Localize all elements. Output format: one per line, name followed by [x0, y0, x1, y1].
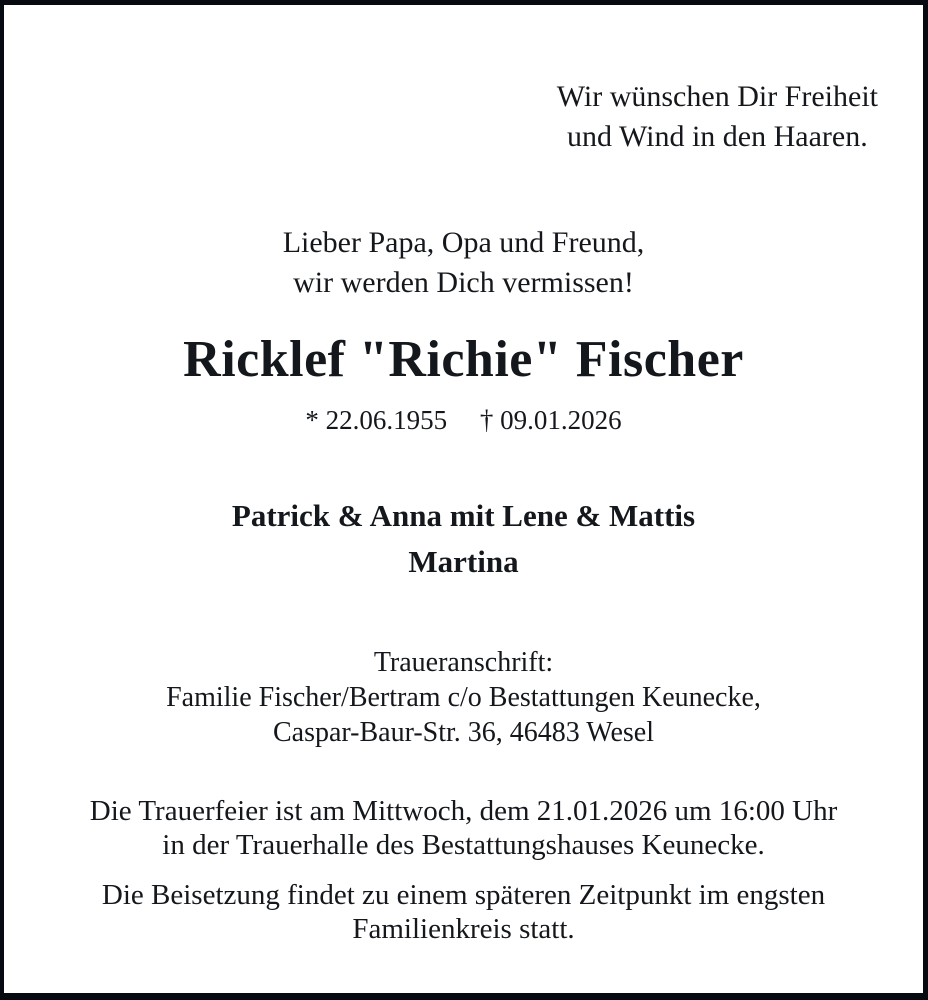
condolence-address	[4, 645, 923, 750]
death-date: † 09.01.2026	[479, 405, 622, 435]
salutation	[4, 223, 923, 303]
funeral-service-line-1: Die Trauerfeier ist am Mittwoch, dem 21.01.2026 um 16:00 Uhr	[89, 795, 838, 827]
condolence-address-line-1: Familie Fischer/Bertram c/o Bestattungen Keunecke,	[166, 682, 761, 713]
funeral-service-line-2: in der Trauerhalle des Bestattungshauses Keunecke.	[162, 829, 765, 861]
opening-quote	[557, 77, 878, 157]
mourners-list	[4, 493, 923, 585]
opening-quote-line-2: und Wind in den Haaren.	[567, 120, 868, 153]
opening-quote-line-1: Wir wünschen Dir Freiheit	[556, 80, 878, 113]
burial-info	[4, 878, 923, 946]
life-dates	[4, 403, 923, 437]
salutation-line-2: wir werden Dich vermissen!	[293, 266, 634, 299]
deceased-name: Ricklef "Richie" Fischer	[183, 331, 744, 388]
mourners-line-1: Patrick & Anna mit Lene & Mattis	[231, 498, 696, 533]
birth-date: * 22.06.1955	[305, 405, 448, 435]
mourners-line-2: Martina	[408, 544, 519, 579]
burial-info-line-1: Die Beisetzung findet zu einem späteren Zeitpunkt im engsten	[101, 879, 826, 911]
burial-info-line-2: Familienkreis statt.	[352, 913, 575, 945]
condolence-address-label: Traueranschrift:	[373, 647, 554, 678]
salutation-line-1: Lieber Papa, Opa und Freund,	[282, 226, 645, 259]
funeral-service-info	[4, 794, 923, 862]
condolence-address-line-2: Caspar-Baur-Str. 36, 46483 Wesel	[272, 717, 655, 748]
